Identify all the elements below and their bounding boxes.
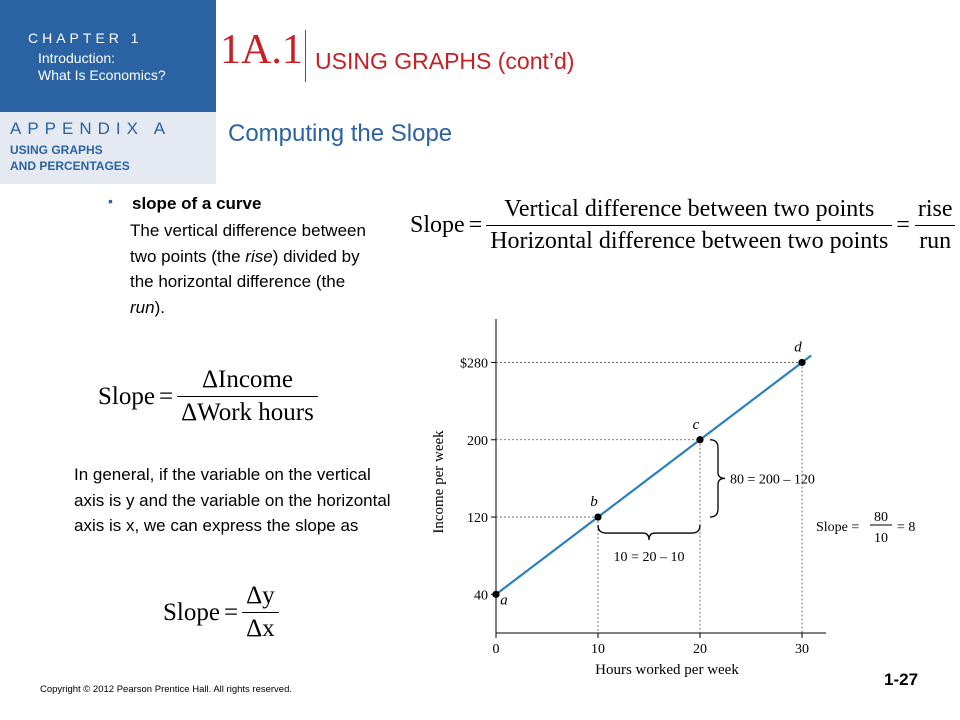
run-word: run bbox=[130, 297, 155, 317]
slope-lhs: Slope bbox=[98, 382, 155, 410]
definition-part3: ). bbox=[154, 297, 165, 317]
point-label-c: c bbox=[692, 416, 700, 433]
x-tick-label: 30 bbox=[795, 642, 809, 657]
delta-work-hours: ΔWork hours bbox=[177, 396, 318, 427]
x-tick-label: 20 bbox=[693, 642, 707, 657]
definition-part2: ) divided by the horizontal difference (the bbox=[130, 246, 360, 291]
data-point-b bbox=[594, 513, 601, 520]
definition-part1: The vertical difference between two points (the bbox=[130, 221, 366, 266]
bullet-icon: • bbox=[108, 193, 113, 209]
slope-annotation-label: Slope = bbox=[816, 520, 860, 535]
slope-annotation-numerator: 80 bbox=[874, 510, 888, 525]
equals-sign: = bbox=[468, 212, 483, 238]
chapter-label: CHAPTER 1 bbox=[28, 30, 143, 46]
chapter-subtitle-line1: Introduction: bbox=[38, 50, 116, 66]
page-number: 1-27 bbox=[884, 670, 919, 689]
y-tick-label: 200 bbox=[467, 433, 488, 449]
run-brace bbox=[598, 525, 700, 540]
chapter-subtitle-line2: What Is Economics? bbox=[38, 67, 166, 83]
page-title: USING GRAPHS (cont’d) bbox=[315, 48, 575, 74]
slope-annotation-result: = 8 bbox=[897, 520, 916, 535]
y-tick-label: 120 bbox=[467, 511, 488, 527]
appendix-subtitle-line2: AND PERCENTAGES bbox=[10, 159, 130, 173]
horizontal-difference: Horizontal difference between two points bbox=[486, 225, 892, 255]
delta-x: Δx bbox=[242, 612, 279, 643]
rise-annotation: 80 = 200 – 120 bbox=[730, 472, 815, 488]
term-heading: slope of a curve bbox=[132, 194, 262, 213]
general-text: In general, if the variable on the vertical axis is y and the variable on the horizontal axis is x, we can express the slope as bbox=[74, 465, 391, 535]
slope-lhs: Slope bbox=[410, 212, 465, 238]
y-axis-label: Income per week bbox=[431, 430, 447, 534]
point-label-a: a bbox=[500, 592, 508, 609]
appendix-title: APPENDIX A bbox=[10, 119, 172, 138]
subheading: Computing the Slope bbox=[228, 120, 453, 147]
rise-word: rise bbox=[245, 246, 273, 266]
vertical-difference: Vertical difference between two points bbox=[504, 196, 875, 222]
equals-sign: = bbox=[223, 598, 239, 626]
copyright: Copyright © 2012 Pearson Prentice Hall. All rights reserved. bbox=[40, 684, 293, 695]
y-tick-label: 40 bbox=[474, 588, 488, 604]
data-point-a bbox=[492, 591, 499, 598]
rise-brace bbox=[710, 440, 725, 517]
point-label-d: d bbox=[794, 339, 802, 356]
x-axis-label: Hours worked per week bbox=[595, 662, 739, 678]
appendix-subtitle-line1: USING GRAPHS bbox=[10, 143, 103, 157]
data-point-c bbox=[696, 436, 703, 443]
x-tick-label: 0 bbox=[492, 642, 500, 657]
point-label-b: b bbox=[590, 494, 598, 511]
rise-text: rise bbox=[917, 196, 953, 222]
data-point-d bbox=[798, 359, 805, 366]
section-number: 1A.1 bbox=[220, 27, 303, 73]
y-tick-label: $280 bbox=[460, 356, 488, 372]
x-tick-label: 10 bbox=[591, 642, 605, 657]
run-text: run bbox=[915, 225, 955, 255]
slope-annotation-denominator: 10 bbox=[874, 531, 888, 546]
equals-sign: = bbox=[158, 382, 174, 410]
delta-y: Δy bbox=[246, 582, 275, 609]
delta-income: ΔIncome bbox=[201, 366, 293, 393]
run-annotation: 10 = 20 – 10 bbox=[613, 550, 685, 566]
slope-lhs: Slope bbox=[163, 598, 220, 626]
equals-sign: = bbox=[896, 212, 910, 238]
